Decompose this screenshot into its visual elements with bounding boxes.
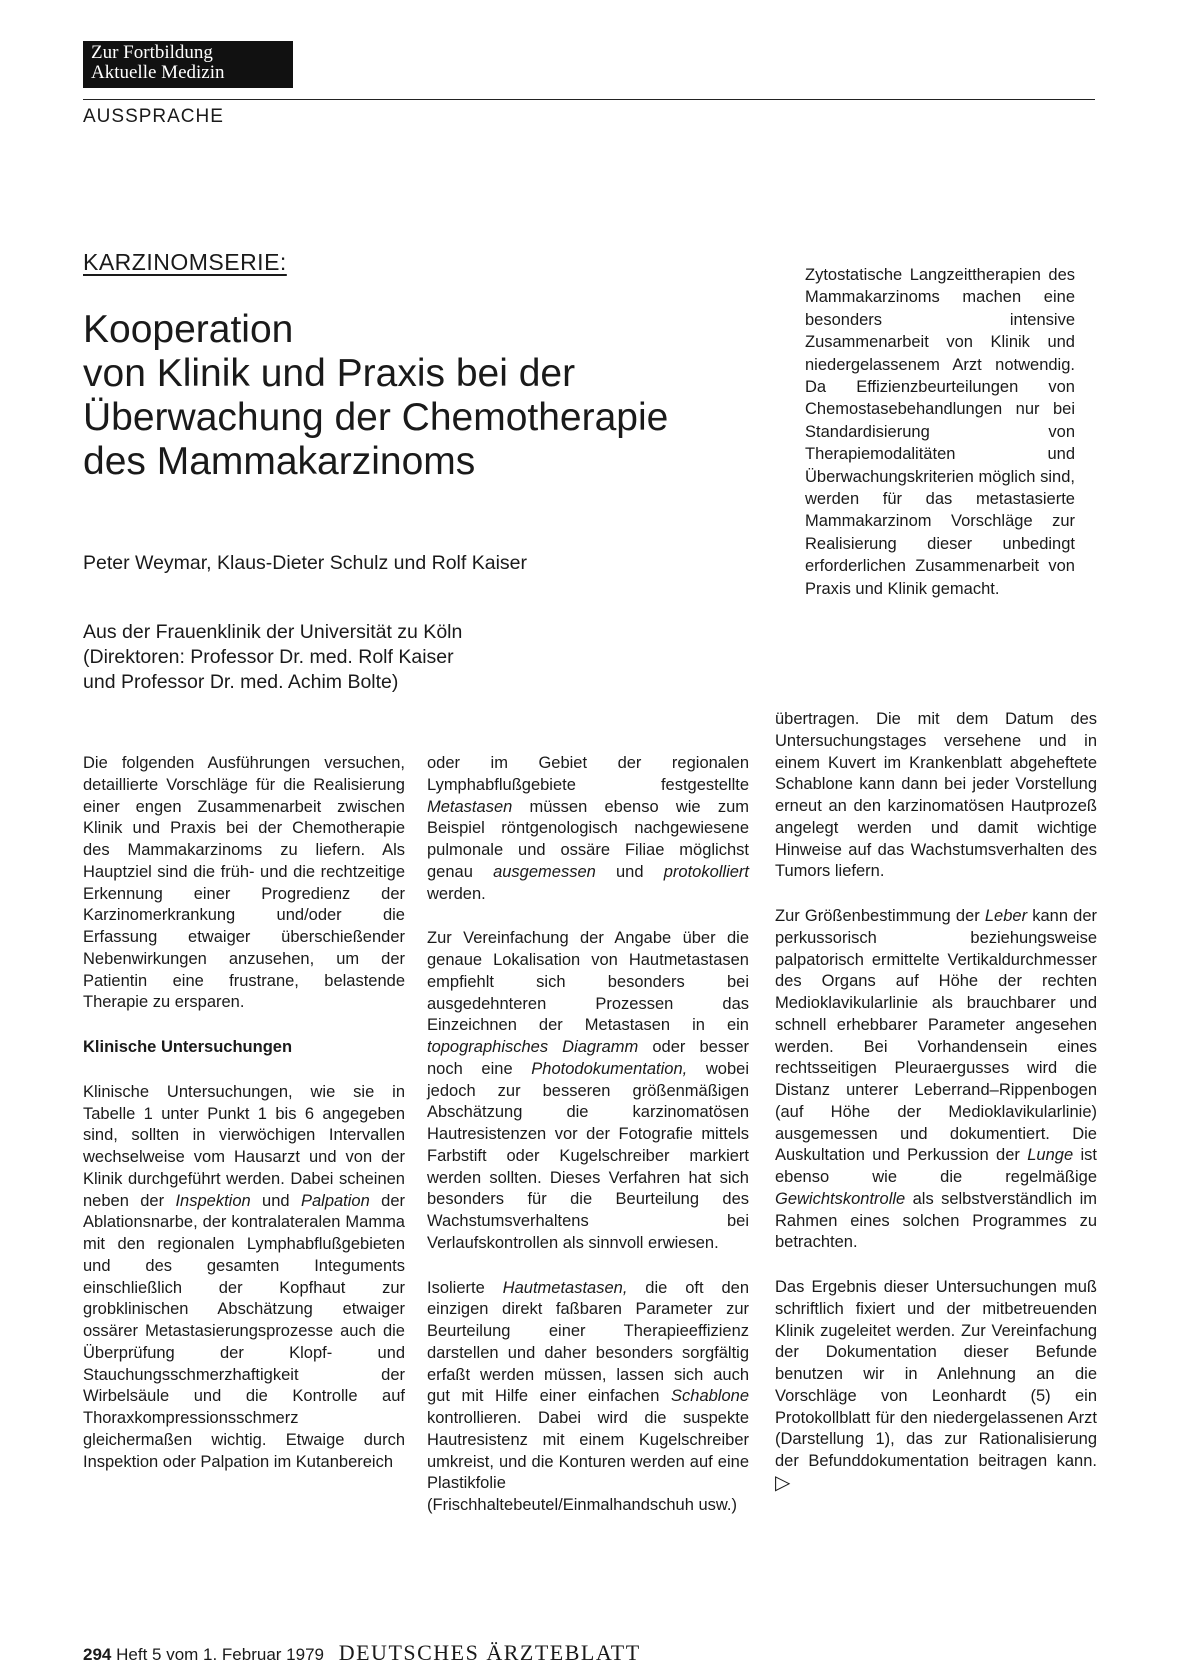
series-label: KARZINOMSERIE: xyxy=(83,249,287,275)
body-column-2 xyxy=(427,753,749,1540)
affiliation-line: und Professor Dr. med. Achim Bolte) xyxy=(83,671,399,693)
title-line: des Mammakarzinoms xyxy=(83,440,476,483)
emphasis: topographisches Diagramm xyxy=(427,1038,639,1056)
authors: Peter Weymar, Klaus-Dieter Schulz und Rolf Kaiser xyxy=(83,552,527,574)
continue-arrow-icon: ▷ xyxy=(775,1471,791,1494)
affiliation-line: (Direktoren: Professor Dr. med. Rolf Kaiser xyxy=(83,646,454,668)
issue-info: Heft 5 vom 1. Februar 1979 xyxy=(116,1645,324,1664)
paragraph: Die folgenden Ausführungen versuchen, detaillierte Vorschläge für die Realisierung einer engen Zusammenarbeit zwischen Klinik und Praxis bei der Chemotherapie des Mammakarzinoms zu liefern. Als Hauptziel sind die früh- und die rechtzeitige Erkennung einer Progredienz der Karzinomerkrankung und/oder die Erfassung etwaiger überschießender Nebenwirkungen anzusehen, um der Patientin eine frustrane, belastende Therapie zu ersparen. xyxy=(83,754,405,1012)
affiliation xyxy=(83,620,462,695)
page-number: 294 xyxy=(83,1645,112,1664)
paragraph: Das Ergebnis dieser Untersuchungen muß schriftlich fixiert und der mitbetreuenden Klinik zugeleitet werden. Zur Vereinfachung der Dokumentation dieser Befunde benutzen wir in Anlehnung an die Vorschläge von Leonhardt (5) ein Protokollblatt für den niedergelassenen Arzt (Darstellung 1), das zur Rationalisierung der Befunddokumentation beitragen kann. ▷ xyxy=(775,1278,1097,1494)
journal-name: DEUTSCHES ÄRZTEBLATT xyxy=(338,1640,641,1665)
paragraph: Klinische Untersuchungen, wie sie in Tabelle 1 unter Punkt 1 bis 6 angegeben sind, sollten in vierwöchigen Intervallen wechselweise vom Hausarzt und von der Klinik durchgeführt werden. Dabei scheinen neben der Inspektion und Palpation der Ablationsnarbe, der kontralateralen Mamma mit den regionalen Lymphabflußgebieten und des gesamten Integuments einschließlich der Kopfhaut zur grobklinischen Abschätzung etwaiger ossärer Metastasierungsprozesse auch die Überprüfung der Klopf- und Stauchungsschmerzhaftigkeit der Wirbelsäule und die Kontrolle auf Thoraxkompressionsschmerz gleichermaßen wichtig. Etwaige durch Inspektion oder Palpation im Kutanbereich xyxy=(83,1082,405,1471)
paragraph: Zur Vereinfachung der Angabe über die genaue Lokalisation von Hautmetastasen empfiehlt sich besonders bei ausgedehnteren Prozessen das Einzeichnen der Metastasen in ein topographisches Diagramm oder besser noch eine Photodokumentation, wobei jedoch zur besseren größenmäßigen Abschätzung die karzinomatösen Hautresistenzen vor der Fotografie mittels Farbstift oder Kugelschreiber markiert werden sollten. Dieses Verfahren hat sich besonders für die Beurteilung des Wachstumsverhaltens bei Verlaufskontrollen als sinnvoll erwiesen. xyxy=(427,929,750,1252)
emphasis: Schablone xyxy=(671,1387,749,1406)
rubric-line-2: Aktuelle Medizin xyxy=(91,62,225,83)
page-footer xyxy=(83,1640,641,1666)
emphasis: Hautmetastasen, xyxy=(502,1278,628,1297)
body-column-1 xyxy=(83,753,405,1496)
emphasis: Gewichtskontrolle xyxy=(775,1189,906,1208)
paragraph: Zur Größenbestimmung der Leber kann der perkussorisch beziehungsweise palpatorisch ermittelte Vertikaldurchmesser des Organs auf Höhe der rechten Medioklavikularlinie als brauchbarer und schnell erhebbarer Parameter angesehen werden. Bei Vorhandensein eines rechtsseitigen Pleuraergusses wird die Distanz unterer Leberrand–Rippenbogen (auf Höhe der Medioklavikularlinie) ausgemessen und dokumentiert. Die Auskultation und Perkussion der Lunge ist ebenso wie die regelmäßige Gewichtskontrolle als selbstverständlich im Rahmen eines solchen Programmes zu betrachten. xyxy=(775,907,1097,1252)
article-title xyxy=(83,308,668,484)
emphasis: Lunge xyxy=(1027,1146,1074,1165)
paragraph: Isolierte Hautmetastasen, die oft den einzigen direkt faßbaren Parameter zur Beurteilung einer Therapieeffizienz darstellen und daher besonders sorgfältig erfaßt werden müssen, lassen sich auch gut mit Hilfe einer einfachen Schablone kontrollieren. Dabei wird die suspekte Hautresistenz mit einem Kugelschreiber umkreist, und die Konturen werden auf eine Plastikfolie (Frischhaltebeutel/Einmalhandschuh usw.) xyxy=(427,1278,749,1514)
emphasis: Photodokumentation, xyxy=(531,1059,688,1078)
rubric-box xyxy=(83,41,293,88)
body-column-3 xyxy=(775,709,1097,1519)
affiliation-line: Aus der Frauenklinik der Universität zu Köln xyxy=(83,621,463,643)
rubric-line-1: Zur Fortbildung xyxy=(91,42,213,63)
emphasis: ausgemessen xyxy=(493,862,596,881)
emphasis: protokolliert xyxy=(663,862,750,881)
title-line: Kooperation xyxy=(83,308,294,351)
abstract: Zytostatische Langzeittherapien des Mammakarzinoms machen eine besonders intensive Zusammenarbeit von Klinik und niedergelassenem Arzt notwendig. Da Effizienzbeurteilungen von Chemostasebehandlungen nur bei Standardisierung von Therapiemodalitäten und Überwachungskriterien möglich sind, werden für das metastasierte Mammakarzinom Vorschläge zur Realisierung dieser unbedingt erforderlichen Zusammenarbeit von Praxis und Klinik gemacht. xyxy=(805,266,1075,598)
paragraph: oder im Gebiet der regionalen Lymphabflußgebiete festgestellte Metastasen müssen ebenso wie zum Beispiel röntgenologisch nachgewiesene pulmonale und ossäre Filiae möglichst genau ausgemessen und protokolliert werden. xyxy=(427,754,750,903)
header-rule xyxy=(83,99,1095,100)
paragraph: übertragen. Die mit dem Datum des Untersuchungstages versehene und in einem Kuvert im Krankenblatt abgeheftete Schablone kann dann bei jeder Vorstellung erneut an den karzinomatösen Hautprozeß angelegt werden und damit wichtige Hinweise auf das Wachstumsverhalten des Tumors liefern. xyxy=(775,710,1097,881)
title-line: Überwachung der Chemotherapie xyxy=(83,396,669,439)
section-label: AUSSPRACHE xyxy=(83,106,224,127)
section-heading: Klinische Untersuchungen xyxy=(83,1038,293,1056)
emphasis: Palpation xyxy=(300,1191,370,1210)
emphasis: Inspektion xyxy=(175,1191,251,1210)
emphasis: Metastasen xyxy=(427,797,513,816)
emphasis: Leber xyxy=(984,907,1028,925)
title-line: von Klinik und Praxis bei der xyxy=(83,352,576,395)
